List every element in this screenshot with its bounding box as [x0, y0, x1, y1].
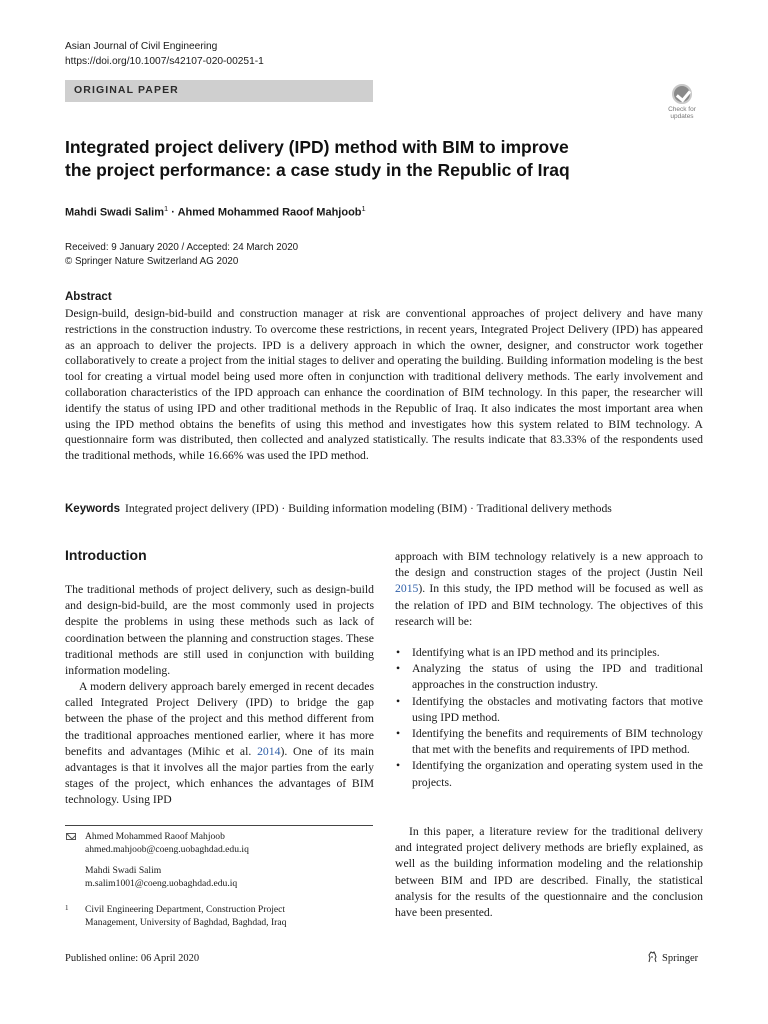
contact-1-name: Ahmed Mohammed Raoof Mahjoob	[85, 831, 225, 842]
doi-link[interactable]: https://doi.org/10.1007/s42107-020-00251-1	[65, 55, 264, 67]
envelope-icon	[66, 833, 76, 840]
journal-name: Asian Journal of Civil Engineering	[65, 41, 218, 52]
intro-paragraph-2	[65, 679, 374, 809]
title-line-2: the project performance: a case study in the Republic of Iraq	[65, 160, 570, 180]
section-label: ORIGINAL PAPER	[74, 84, 179, 96]
objective-item: • Identifying the obstacles and motivating factors that motive using IPD method.	[395, 694, 703, 726]
journal-info	[65, 40, 264, 69]
author-2-affiliation: 1	[361, 204, 366, 213]
section-band	[65, 80, 373, 102]
springer-horse-icon	[647, 951, 658, 963]
received-accepted: Received: 9 January 2020 / Accepted: 24 March 2020	[65, 242, 299, 253]
crossmark-text-line2: updates	[670, 113, 694, 120]
footnote-divider	[65, 825, 373, 826]
article-title	[65, 136, 625, 182]
objectives-list	[395, 645, 703, 791]
intro-paragraph-4	[395, 824, 703, 921]
affiliation-number: 1	[65, 904, 69, 912]
abstract-text: Design-build, design-bid-build and construction manager at risk are conventional approaches of project delivery and have many restrictions in the construction industry. To overcome these restrictions, in recent years, Integrated Project Delivery (IPD) has appeared as an approach to deliver the projects. IPD is a delivery approach in which the owner, designer, and constructor work together collaboratively to create a project from the initial stages to deliver and operating the building. Building information modeling is the best tool for creating a virtual model being used more often in conjunction with traditional delivery methods. The early involvement and collaboration characteristics of the IPD approach can enhance the coordination of BIM technology. In this paper, the researcher will identify the status of using IPD and other traditional methods in the Republic of Iraq. It also indicates the most important area when using the IPD method obtains the benefits of using this method and investigates how this system related to BIM technology. A questionnaire form was distributed, then collected and analyzed statistically. The results indicate that 83.33% of the respondents used the traditional methods, while 16.66% was used the IPD method.	[65, 307, 703, 463]
affiliation-footnote	[65, 904, 375, 930]
crossmark-badge[interactable]	[663, 84, 701, 124]
publisher-name: Springer	[662, 953, 699, 964]
intro-p3-text-a: approach with BIM technology relatively is a new approach to the design and construction stages of the project (Justin Neil	[395, 550, 703, 580]
citation-link-mihic[interactable]: 2014	[257, 744, 281, 758]
author-2[interactable]: Ahmed Mohammed Raoof Mahjoob	[177, 206, 362, 219]
keywords-text: Integrated project delivery (IPD) · Building information modeling (BIM) · Traditional delivery methods	[124, 502, 612, 515]
author-1[interactable]: Mahdi Swadi Salim	[65, 206, 165, 219]
contact-2-email[interactable]: m.salim1001@coeng.uobaghdad.edu.iq	[85, 877, 238, 889]
title-line-1: Integrated project delivery (IPD) method with BIM to improve	[65, 137, 569, 157]
citation-link-justin[interactable]: 2015	[395, 582, 419, 596]
contact-1	[65, 831, 375, 857]
intro-p1-text: The traditional methods of project delivery, such as design-build and design-bid-build, are the most commonly used in projects despite the problems in using these methods such as lack of coordination between the planning and construction stages. These traditional methods are still used in conjunction with building information modeling.	[65, 583, 374, 678]
intro-p2-text-b: ). One of its main advantages is that it involves all the major parties from the early stages of the project, which enhances the advantages of BIM technology. Using IPD	[65, 744, 374, 807]
introduction-heading: Introduction	[65, 547, 147, 563]
affiliation-line-2: Management, University of Baghdad, Baghdad, Iraq	[85, 916, 287, 928]
intro-p2-text-a: A modern delivery approach barely emerged in recent decades called Integrated Project Delivery (IPD) to bridge the gap between the phase of the project and this method different from the traditional approaches mentioned earlier, where it has more benefits and advantages (Mihic et al.	[65, 680, 374, 758]
author-separator: ·	[168, 206, 178, 219]
crossmark-icon	[672, 84, 692, 104]
objective-item: • Identifying the organization and operating system used in the projects.	[395, 758, 703, 790]
intro-p3-text-b: ). In this study, the IPD method will be focused as well as the relation of IPD and BIM technology. The objectives of this research will be:	[395, 582, 703, 628]
contact-2	[65, 865, 375, 891]
contact-2-name: Mahdi Swadi Salim	[85, 865, 162, 876]
intro-paragraph-1	[65, 582, 374, 679]
objective-item: • Analyzing the status of using the IPD and traditional approaches in the construction industry.	[395, 661, 703, 693]
affiliation-line-1: Civil Engineering Department, Construction Project	[85, 904, 286, 915]
keywords	[65, 501, 705, 517]
published-online: Published online: 06 April 2020	[65, 953, 200, 964]
publication-dates	[65, 241, 298, 268]
copyright-line: © Springer Nature Switzerland AG 2020	[65, 255, 239, 267]
crossmark-text-line1: Check for	[668, 106, 696, 113]
author-1-affiliation: 1	[164, 204, 169, 213]
intro-paragraph-3	[395, 549, 703, 630]
keywords-label: Keywords	[65, 503, 120, 515]
abstract-heading: Abstract	[65, 291, 112, 303]
objective-item: • Identifying the benefits and requirements of BIM technology that met with the benefits and requirements of IPD method.	[395, 726, 703, 758]
objective-item: • Identifying what is an IPD method and its principles.	[395, 645, 703, 661]
contact-1-email[interactable]: ahmed.mahjoob@coeng.uobaghdad.edu.iq	[85, 843, 249, 855]
intro-p4-text: In this paper, a literature review for the traditional delivery and integrated project delivery methods are briefly explained, as well as the building information modeling and the relationship between BIM and IPD are described. Finally, the statistical analysis for the results of the questionnaire and the conclusion have been presented.	[395, 825, 703, 920]
springer-logo	[647, 951, 698, 964]
author-list	[65, 204, 366, 219]
